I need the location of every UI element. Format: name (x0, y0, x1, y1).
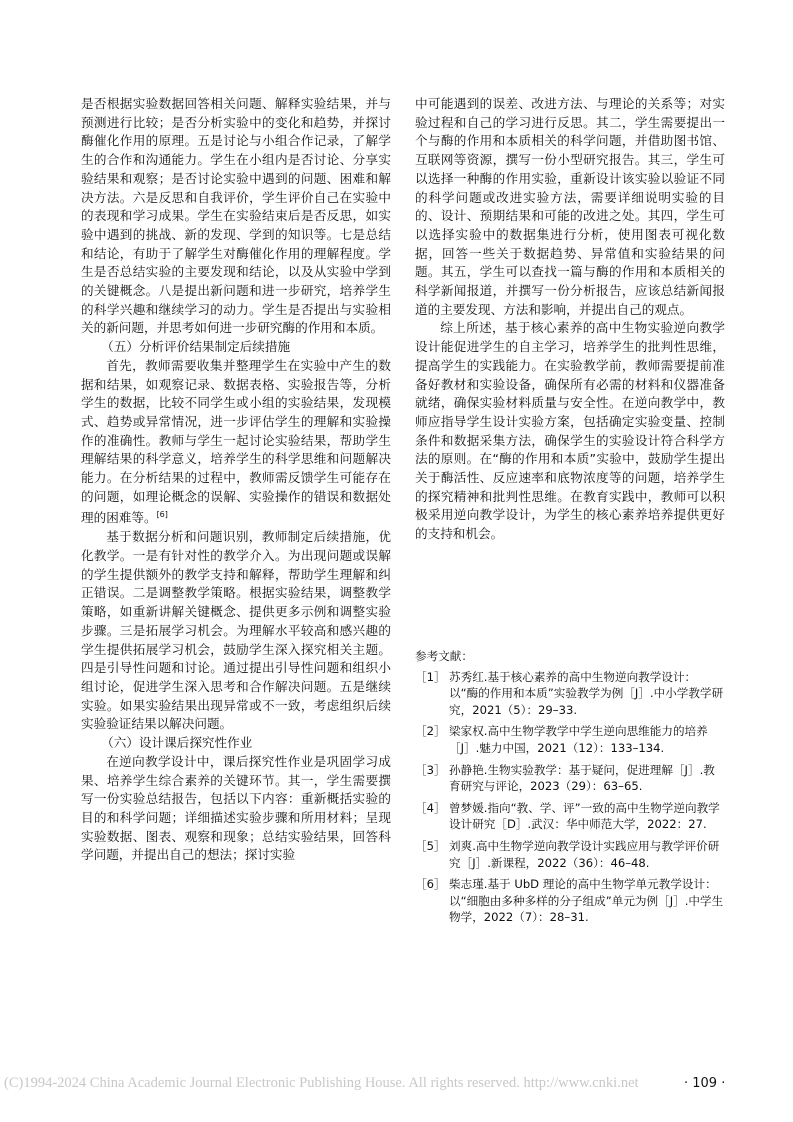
body-paragraph: 综上所述，基于核心素养的高中生物实验逆向教学设计能促进学生的自主学习，培养学生的批判性思维，提高学生的实践能力。在实验教学前，教师需要提前准备好教材和实验设备，确保所有必需的材料和仪器准备就绪，确保实验材料质量与安全性。在逆向教学中，教师应指导学生设计实验方案，包括确定实验变量、控制条件和数据采集方法，确保学生的实验设计符合科学方法的原则。在“酶的作用和本质”实验中，鼓励学生提出关于酶活性、反应速率和底物浓度等的问题，培养学生的探究精神和批判性思维。在教育实践中，教师可以积极采用逆向教学设计，为学生的核心素养培养提供更好的支持和机会。 (415, 320, 725, 542)
reference-item (415, 876, 725, 926)
reference-item (415, 762, 725, 795)
reference-number: ［1］ (415, 669, 446, 684)
right-column (415, 95, 725, 544)
reference-item (415, 800, 725, 833)
section-heading: （六）设计课后探究性作业 (101, 735, 253, 751)
references-section (415, 648, 725, 931)
copyright-watermark: (C)1994-2024 China Academic Journal Electronic Publishing House. All rights reserved. http://www.cnki.net (4, 1075, 639, 1091)
body-paragraph: 在逆向教学设计中，课后探究性作业是巩固学习成果、培养学生综合素养的关键环节。其一，学生需要撰写一份实验总结报告，包括以下内容：重新概括实验的目的和科学问题；详细描述实验步骤和所用材料；呈现实验数据、图表、观察和现象；总结实验结果，回答科学问题，并提出自己的想法；探讨实验 (81, 753, 391, 863)
body-paragraph (81, 357, 391, 529)
references-title: 参考文献： (415, 649, 473, 663)
reference-number: ［4］ (415, 800, 446, 815)
section-heading: （五）分析评价结果制定后续措施 (101, 339, 291, 355)
reference-number: ［2］ (415, 724, 446, 739)
reference-number: ［6］ (415, 877, 446, 892)
reference-text: 苏秀红.基于核心素养的高中生物逆向教学设计：以“酶的作用和本质”实验教学为例［J］.中小学教学研究，2021（5）：29–33. (449, 669, 724, 717)
left-column (81, 95, 391, 865)
reference-item (415, 723, 725, 756)
reference-text: 梁家权.高中生物学教学中学生逆向思维能力的培养［J］.魅力中国，2021（12）：133–134. (449, 724, 708, 755)
reference-text: 孙静艳.生物实验教学：基于疑问，促进理解［J］.教育研究与评论，2023（29）：63–65. (449, 762, 715, 794)
reference-text: 刘爽.高中生物学逆向教学设计实践应用与教学评价研究［J］.新课程，2022（36）：46–48. (449, 838, 720, 870)
page-number: · 109 · (684, 1076, 726, 1091)
body-paragraph: 是否根据实验数据回答相关问题、解释实验结果，并与预测进行比较；是否分析实验中的变化和趋势，并探讨酶催化作用的原理。五是讨论与小组合作记录，了解学生的合作和沟通能力。学生在小组内是否讨论、分享实验结果和观察；是否讨论实验中遇到的问题、困难和解决方法。六是反思和自我评价，学生评价自己在实验中的表现和学习成果。学生在实验结束后是否反思，如实验中遇到的挑战、新的发现、学到的知识等。七是总结和结论，有助于了解学生对酶催化作用的理解程度。学生是否总结实验的主要发现和结论，以及从实验中学到的关键概念。八是提出新问题和进一步研究，培养学生的科学兴趣和继续学习的动力。学生是否提出与实验相关的新问题，并思考如何进一步研究酶的作用和本质。 (81, 96, 391, 336)
reference-text: 柴志瑾.基于 UbD 理论的高中生物学单元教学设计：以“细胞由多种多样的分子组成”单元为例［J］.中学生物学，2022（7）：28–31. (449, 877, 724, 925)
reference-number: ［3］ (415, 762, 446, 777)
reference-item (415, 669, 725, 719)
body-paragraph: 中可能遇到的误差、改进方法、与理论的关系等；对实验过程和自己的学习进行反思。其二，学生需要提出一个与酶的作用和本质相关的科学问题，并借助图书馆、互联网等资源，撰写一份小型研究报告。其三，学生可以选择一种酶的作用实验，重新设计该实验以验证不同的科学问题或改进实验方法，需要详细说明实验的目的、设计、预期结果和可能的改进之处。其四，学生可以选择实验中的数据集进行分析，使用图表可视化数据，回答一些关于数据趋势、异常值和实验结果的问题。其五，学生可以查找一篇与酶的作用和本质相关的科学新闻报道，并撰写一份分析报告，应该总结新闻报道的主要发现、方法和影响，并提出自己的观点。 (415, 96, 725, 317)
reference-number: ［5］ (415, 838, 446, 853)
reference-text: 曾梦媛.指向“教、学、评”一致的高中生物学逆向教学设计研究［D］.武汉：华中师范大学，2022：27. (449, 800, 720, 832)
citation-mark: [6] (156, 510, 168, 520)
body-paragraph: 基于数据分析和问题识别，教师制定后续措施，优化教学。一是有针对性的教学介入。为出现问题或误解的学生提供额外的教学支持和解释，帮助学生理解和纠正错误。二是调整教学策略。根据实验结果，调整教学策略，如重新讲解关键概念、提供更多示例和调整实验步骤。三是拓展学习机会。为理解水平较高和感兴趣的学生提供拓展学习机会，鼓励学生深入探究相关主题。四是引导性问题和讨论。通过提出引导性问题和组织小组讨论，促进学生深入思考和合作解决问题。五是继续实验。如果实验结果出现异常或不一致，考虑组织后续实验验证结果以解决问题。 (81, 529, 391, 732)
reference-item (415, 838, 725, 871)
paragraph-text: 首先，教师需要收集并整理学生在实验中产生的数据和结果，如观察记录、数据表格、实验报告等，分析学生的数据，比较不同学生或小组的实验结果，发现模式、趋势或异常情况，进一步评估学生的理解和实验操作的准确性。教师与学生一起讨论实验结果，帮助学生理解结果的科学意义，培养学生的科学思维和问题解决能力。在分析结果的过程中，教师需反馈学生可能存在的问题，如理论概念的误解、实验操作的错误和数据处理的困难等。 (81, 357, 391, 526)
